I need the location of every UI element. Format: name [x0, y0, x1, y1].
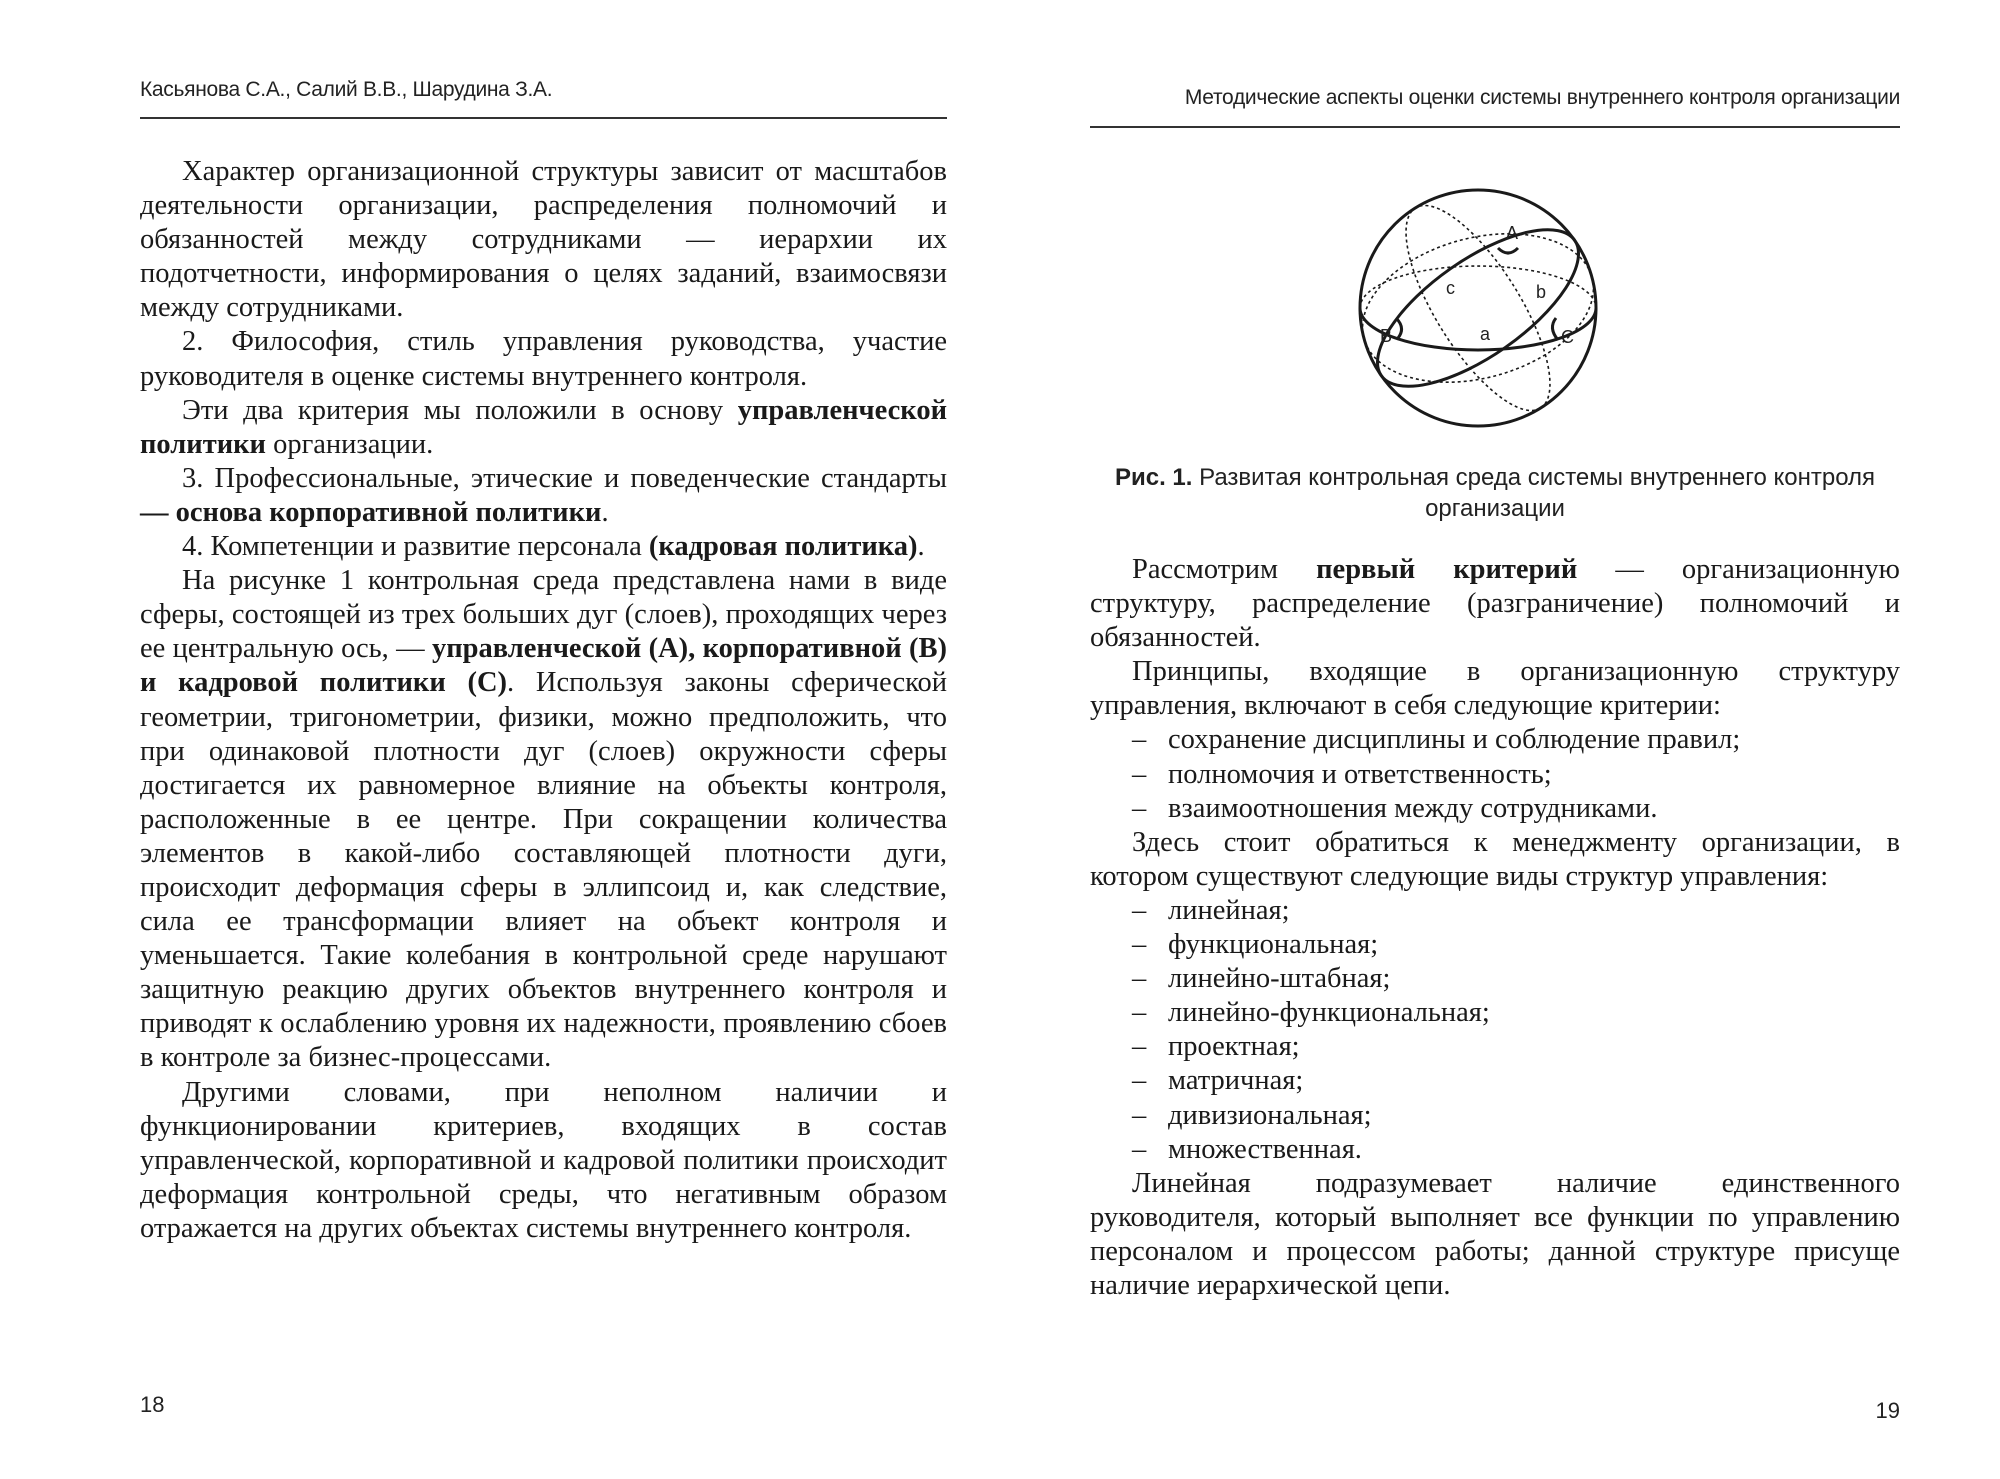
angle-mark-a	[1498, 248, 1518, 253]
left-text-column	[140, 155, 947, 1246]
right-text-column	[1090, 553, 1900, 1303]
great-arc-2	[1380, 186, 1576, 431]
label-b: b	[1536, 282, 1547, 302]
list-item: – дивизиональная;	[1132, 1099, 1372, 1131]
paragraph: Принципы, входящие в организационную структуру управления, включают в себя следующие критерии:	[1090, 656, 1900, 722]
paragraph: 2. Философия, стиль управления руководства, участие руководителя в оценке системы внутреннего контроля.	[140, 326, 947, 392]
angle-mark-b	[1396, 318, 1402, 338]
list-item: – линейная;	[1132, 894, 1290, 926]
list-item: – функциональная;	[1132, 929, 1379, 961]
header-rule	[1090, 126, 1900, 128]
label-C: C	[1561, 327, 1574, 347]
list-item: – множественная.	[1132, 1133, 1362, 1165]
list-item: – линейно-функциональная;	[1132, 997, 1490, 1029]
paragraph: Рассмотрим первый критерий — организационную структуру, распределение (разграничение) полномочий и обязанностей.	[1090, 554, 1900, 654]
angle-mark-c	[1552, 318, 1558, 340]
sphere-figure	[1330, 178, 1630, 438]
paragraph: Другими словами, при неполном наличии и функционировании критериев, входящих в состав управленческой, корпоративной и кадровой политики происходит деформация контрольной среды, что негативным образом отражается на других объектах системы внутреннего контроля.	[140, 1076, 947, 1244]
running-head-authors: Касьянова С.А., Салий В.В., Шарудина З.А.	[140, 78, 553, 101]
equator-back	[1360, 266, 1596, 308]
structure-types-list	[1090, 894, 1900, 1167]
right-page	[1000, 0, 2000, 1479]
list-item: – сохранение дисциплины и соблюдение правил;	[1132, 724, 1741, 756]
paragraph: Эти два критерия мы положили в основу управленческой политики организации.	[140, 394, 947, 460]
list-item: – взаимоотношения между сотрудниками.	[1132, 792, 1658, 824]
page-number: 19	[1875, 1398, 1900, 1423]
paragraph: Характер организационной структуры зависит от масштабов деятельности организации, распределения полномочий и обязанностей между сотрудниками — иерархии их подотчетности, информирования о целях заданий, взаимосвязи между сотрудниками.	[140, 156, 947, 324]
label-A: A	[1506, 223, 1519, 243]
paragraph: Линейная подразумевает наличие единственного руководителя, который выполняет все функции по управлению персоналом и процессом работы; данной структуре присуще наличие иерархической цепи.	[1090, 1167, 1900, 1301]
list-item: – матричная;	[1132, 1065, 1304, 1097]
list-item: – проектная;	[1132, 1031, 1300, 1063]
paragraph: На рисунке 1 контрольная среда представлена нами в виде сферы, состоящей из трех больших дуг (слоев), проходящих через ее центральную ось, — управленческой (A), корпоративной (B) и кадровой политики (C). Используя законы сферической геометрии, тригонометрии, физики, можно предположить, что при одинаковой плотности дуг (слоев) окружности сферы достигается их равномерное влияние на объекты контроля, расположенные в ее центре. При сокращении количества элементов в какой-либо составляющей плотности дуги, происходит деформация сферы в эллипсоид и, как следствие, сила ее трансформации влияет на объект контроля и уменьшается. Такие колебания в контрольной среде нарушают защитную реакцию других объектов внутреннего контроля и приводят к ослаблению уровня их надежности, проявлению сбоев в контроле за бизнес-процессами.	[140, 565, 947, 1074]
criteria-list	[1090, 723, 1900, 825]
list-item: – линейно-штабная;	[1132, 963, 1391, 995]
header-rule	[140, 117, 947, 119]
list-item: – полномочия и ответственность;	[1132, 758, 1552, 790]
paragraph: Здесь стоит обратиться к менеджменту организации, в котором существуют следующие виды структур управления:	[1090, 826, 1900, 892]
sphere-diagram	[1330, 178, 1630, 438]
sphere-outline	[1360, 190, 1596, 426]
label-B: B	[1380, 326, 1393, 346]
paragraph: 4. Компетенции и развитие персонала (кадровая политика).	[182, 531, 925, 563]
label-a: a	[1480, 324, 1491, 344]
figure-caption: Рис. 1. Развитая контрольная среда системы внутреннего контроля организации	[1114, 464, 1876, 522]
great-arc-1	[1354, 201, 1602, 415]
paragraph: 3. Профессиональные, этические и поведенческие стандарты — основа корпоративной политики.	[140, 462, 947, 528]
label-c: c	[1446, 278, 1455, 298]
running-head-title: Методические аспекты оценки системы внутреннего контроля организации	[1184, 86, 1900, 109]
page-number: 18	[140, 1392, 165, 1417]
